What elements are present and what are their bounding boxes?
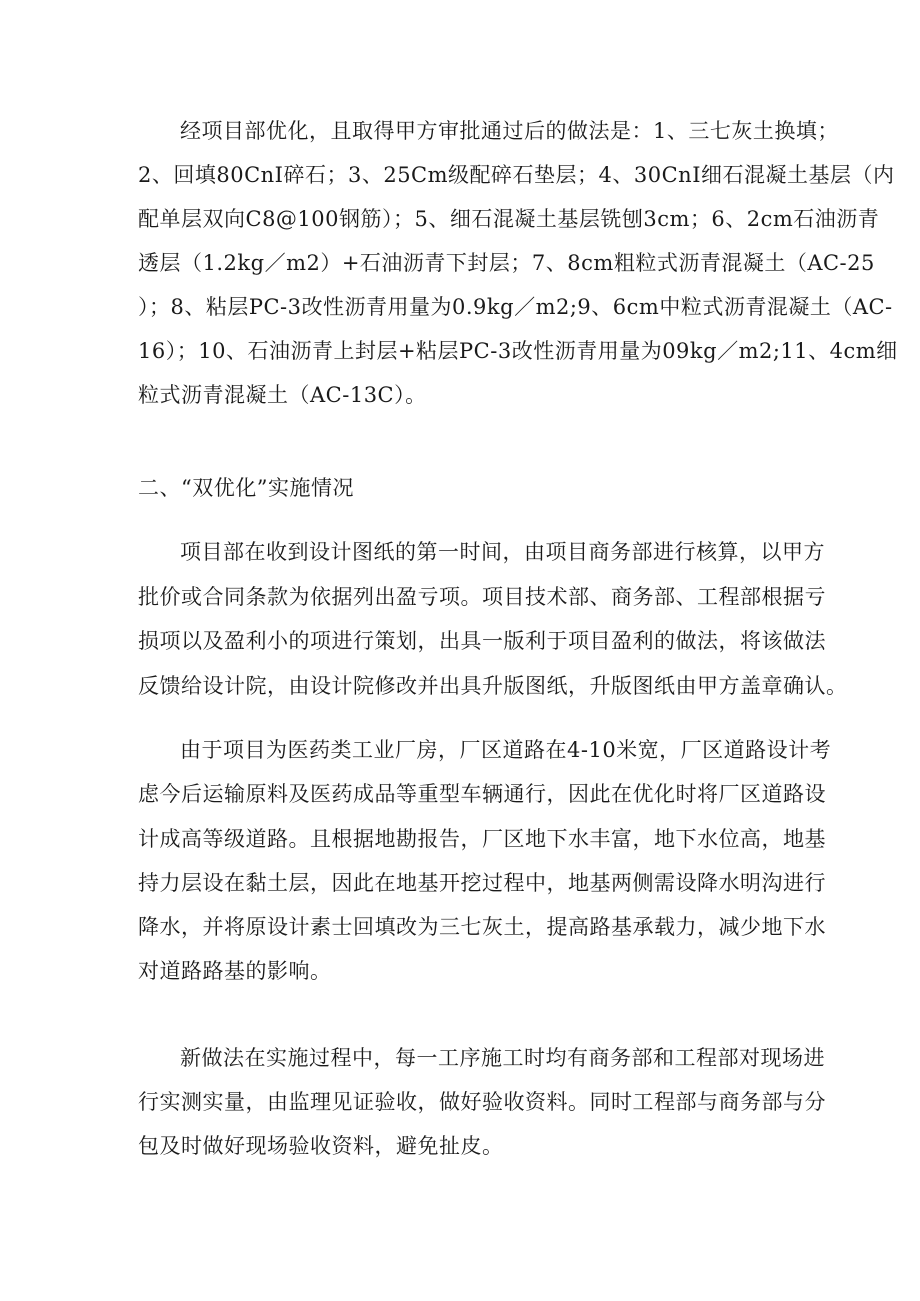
paragraph-2-line-1: 项目部在收到设计图纸的第一时间，由项目商务部进行核算，以甲方	[180, 540, 825, 564]
paragraph-3-line-2: 虑今后运输原料及医药成品等重型车辆通行，因此在优化时将厂区道路设	[138, 782, 826, 806]
paragraph-3-line-1: 由于项目为医药类工业厂房，厂区道路在4-10米宽，厂区道路设计考	[180, 738, 832, 762]
paragraph-4-line-2: 行实测实量，由监理见证验收，做好验收资料。同时工程部与商务部与分	[138, 1090, 826, 1114]
paragraph-2-line-4: 反馈给设计院，由设计院修改并出具升版图纸，升版图纸由甲方盖章确认。	[138, 674, 848, 698]
paragraph-4-line-3: 包及时做好现场验收资料，避免扯皮。	[138, 1134, 504, 1158]
paragraph-4-line-1: 新做法在实施过程中，每一工序施工时均有商务部和工程部对现场进	[180, 1046, 825, 1070]
paragraph-2-line-3: 损项以及盈利小的项进行策划，出具一版利于项目盈利的做法，将该做法	[138, 629, 826, 653]
paragraph-3-line-6: 对道路路基的影响。	[138, 959, 332, 983]
paragraph-1-line-2: 2、回填80CnI碎石；3、25Cm级配碎石垫层；4、30CnI细石混凝土基层（内	[138, 163, 895, 187]
paragraph-1-line-5: ）；8、粘层PC-3改性沥青用量为0.9kg／m2;9、6cm中粒式沥青混凝土（AC-	[138, 295, 893, 319]
paragraph-3-line-3: 计成高等级道路。且根据地勘报告，厂区地下水丰富，地下水位高，地基	[138, 827, 826, 851]
paragraph-3-line-4: 持力层设在黏土层，因此在地基开挖过程中，地基两侧需设降水明沟进行	[138, 871, 826, 895]
paragraph-1-line-7: 粒式沥青混凝土（AC-13C）。	[138, 383, 427, 407]
paragraph-2-line-2: 批价或合同条款为依据列出盈亏项。项目技术部、商务部、工程部根据亏	[138, 585, 826, 609]
paragraph-1-line-1: 经项目部优化，且取得甲方审批通过后的做法是：1、三七灰土换填；	[180, 119, 839, 143]
paragraph-1-line-6: 16）；10、石油沥青上封层+粘层PC-3改性沥青用量为09kg／m2;11、4cm细	[138, 339, 898, 363]
paragraph-3-line-5: 降水，并将原设计素士回填改为三七灰土，提高路基承载力，减少地下水	[138, 915, 826, 939]
paragraph-1-line-4: 透层（1.2kg／m2）+石油沥青下封层；7、8cm粗粒式沥青混凝土（AC-25	[138, 251, 875, 275]
section-heading: 二、“双优化”实施情况	[138, 476, 354, 500]
paragraph-1-line-3: 配单层双向C8@100钢筋）；5、细石混凝土基层铣刨3cm；6、2cm石油沥青	[138, 207, 880, 231]
